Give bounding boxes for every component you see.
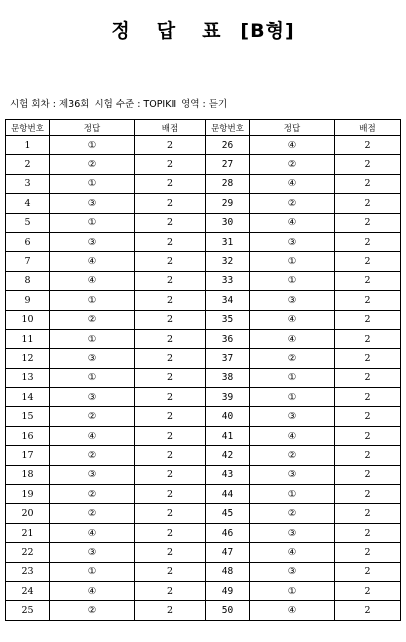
title-char: 답 [156,20,177,42]
score-cell: 2 [335,601,401,620]
answer-mark-cell: ② [250,504,335,523]
score-cell: 2 [135,232,206,251]
answer-mark-cell: ③ [250,407,335,426]
question-number-cell: 11 [6,329,50,348]
question-number-cell: 44 [206,485,250,504]
answer-mark-cell: ④ [250,174,335,193]
answer-mark-cell: ② [50,155,135,174]
answer-mark-cell: ③ [50,388,135,407]
table-row [6,271,401,290]
answer-mark-cell: ② [250,155,335,174]
table-row [6,329,401,348]
answer-mark-cell: ② [50,601,135,620]
answer-mark-cell: ② [50,446,135,465]
table-row [6,136,401,155]
table-row [6,485,401,504]
score-cell: 2 [335,407,401,426]
exam-info [10,96,229,110]
question-number-cell: 30 [206,213,250,232]
score-cell: 2 [335,155,401,174]
score-cell: 2 [335,194,401,213]
column-header: 정답 [50,120,135,136]
question-number-cell: 5 [6,213,50,232]
table-row [6,504,401,523]
question-number-cell: 3 [6,174,50,193]
title-char: 정 [111,20,131,42]
answer-mark-cell: ③ [50,349,135,368]
score-cell: 2 [135,446,206,465]
question-number-cell: 12 [6,349,50,368]
score-cell: 2 [135,310,206,329]
table-row [6,368,401,387]
score-cell: 2 [135,388,206,407]
question-number-cell: 43 [206,465,250,484]
column-header: 문항번호 [6,120,50,136]
score-cell: 2 [135,601,206,620]
score-cell: 2 [135,485,206,504]
answer-mark-cell: ④ [50,426,135,445]
column-header: 정답 [250,120,335,136]
question-number-cell: 28 [206,174,250,193]
question-number-cell: 33 [206,271,250,290]
question-number-cell: 1 [6,136,50,155]
column-header: 배점 [135,120,206,136]
score-cell: 2 [335,543,401,562]
score-cell: 2 [135,329,206,348]
question-number-cell: 45 [206,504,250,523]
table-row [6,388,401,407]
question-number-cell: 13 [6,368,50,387]
score-cell: 2 [335,174,401,193]
score-cell: 2 [135,155,206,174]
question-number-cell: 10 [6,310,50,329]
question-number-cell: 49 [206,581,250,600]
question-number-cell: 16 [6,426,50,445]
question-number-cell: 41 [206,426,250,445]
table-row [6,349,401,368]
answer-mark-cell: ② [50,407,135,426]
score-cell: 2 [135,194,206,213]
question-number-cell: 35 [206,310,250,329]
question-number-cell: 7 [6,252,50,271]
answer-mark-cell: ① [250,368,335,387]
question-number-cell: 4 [6,194,50,213]
question-number-cell: 20 [6,504,50,523]
table-row [6,310,401,329]
question-number-cell: 9 [6,291,50,310]
answer-mark-cell: ① [250,485,335,504]
answer-mark-cell: ④ [250,426,335,445]
score-cell: 2 [135,562,206,581]
question-number-cell: 39 [206,388,250,407]
answer-mark-cell: ① [50,562,135,581]
table-row [6,426,401,445]
answer-mark-cell: ① [50,368,135,387]
score-cell: 2 [335,271,401,290]
table-row [6,465,401,484]
answer-mark-cell: ① [50,329,135,348]
question-number-cell: 26 [206,136,250,155]
answer-table [5,119,401,621]
answer-mark-cell: ① [250,388,335,407]
answer-mark-cell: ④ [50,252,135,271]
answer-mark-cell: ③ [250,523,335,542]
question-number-cell: 29 [206,194,250,213]
answer-mark-cell: ① [50,174,135,193]
question-number-cell: 42 [206,446,250,465]
answer-mark-cell: ③ [50,465,135,484]
score-cell: 2 [335,368,401,387]
question-number-cell: 17 [6,446,50,465]
answer-mark-cell: ① [50,291,135,310]
score-cell: 2 [135,465,206,484]
score-cell: 2 [135,581,206,600]
column-header: 배점 [335,120,401,136]
score-cell: 2 [335,213,401,232]
score-cell: 2 [135,523,206,542]
question-number-cell: 40 [206,407,250,426]
question-number-cell: 36 [206,329,250,348]
table-row [6,252,401,271]
answer-mark-cell: ④ [250,310,335,329]
answer-mark-cell: ② [250,194,335,213]
answer-mark-cell: ③ [250,465,335,484]
score-cell: 2 [135,213,206,232]
answer-mark-cell: ④ [250,601,335,620]
question-number-cell: 47 [206,543,250,562]
answer-mark-cell: ④ [50,581,135,600]
question-number-cell: 34 [206,291,250,310]
answer-mark-cell: ① [250,581,335,600]
score-cell: 2 [135,136,206,155]
question-number-cell: 32 [206,252,250,271]
answer-mark-cell: ② [250,349,335,368]
answer-mark-cell: ③ [50,194,135,213]
question-number-cell: 27 [206,155,250,174]
title-char: [B형] [240,20,295,42]
answer-mark-cell: ④ [250,136,335,155]
score-cell: 2 [135,407,206,426]
question-number-cell: 25 [6,601,50,620]
score-cell: 2 [135,174,206,193]
question-number-cell: 19 [6,485,50,504]
question-number-cell: 46 [206,523,250,542]
score-cell: 2 [135,291,206,310]
question-number-cell: 15 [6,407,50,426]
answer-mark-cell: ④ [250,329,335,348]
score-cell: 2 [335,504,401,523]
answer-mark-cell: ④ [250,543,335,562]
exam-area: 영역 : 듣기 [181,99,228,110]
question-number-cell: 14 [6,388,50,407]
column-header: 문항번호 [206,120,250,136]
score-cell: 2 [335,426,401,445]
table-row [6,194,401,213]
page-title [0,16,406,43]
score-cell: 2 [335,562,401,581]
score-cell: 2 [335,136,401,155]
score-cell: 2 [335,252,401,271]
table-row [6,232,401,251]
score-cell: 2 [335,446,401,465]
title-char: 표 [202,20,222,42]
table-header-row [6,120,401,136]
table-row [6,601,401,620]
question-number-cell: 8 [6,271,50,290]
answer-mark-cell: ③ [250,562,335,581]
answer-mark-cell: ③ [250,232,335,251]
question-number-cell: 18 [6,465,50,484]
table-row [6,543,401,562]
question-number-cell: 21 [6,523,50,542]
score-cell: 2 [135,543,206,562]
table-row [6,407,401,426]
score-cell: 2 [335,485,401,504]
score-cell: 2 [135,271,206,290]
score-cell: 2 [135,504,206,523]
answer-mark-cell: ③ [50,232,135,251]
table-row [6,446,401,465]
exam-session: 시험 회차 : 제36회 [10,99,90,110]
question-number-cell: 50 [206,601,250,620]
answer-mark-cell: ① [250,271,335,290]
table-row [6,562,401,581]
score-cell: 2 [335,329,401,348]
score-cell: 2 [335,388,401,407]
score-cell: 2 [135,368,206,387]
answer-mark-cell: ① [50,213,135,232]
answer-mark-cell: ④ [50,523,135,542]
question-number-cell: 23 [6,562,50,581]
answer-mark-cell: ② [50,504,135,523]
table-row [6,174,401,193]
question-number-cell: 37 [206,349,250,368]
table-row [6,291,401,310]
score-cell: 2 [335,581,401,600]
question-number-cell: 22 [6,543,50,562]
question-number-cell: 48 [206,562,250,581]
answer-mark-cell: ② [50,485,135,504]
answer-mark-cell: ① [50,136,135,155]
table-row [6,523,401,542]
answer-mark-cell: ② [250,446,335,465]
score-cell: 2 [335,232,401,251]
score-cell: 2 [135,252,206,271]
question-number-cell: 38 [206,368,250,387]
answer-mark-cell: ④ [50,271,135,290]
score-cell: 2 [135,426,206,445]
question-number-cell: 24 [6,581,50,600]
score-cell: 2 [335,465,401,484]
answer-mark-cell: ③ [250,291,335,310]
table-row [6,213,401,232]
score-cell: 2 [135,349,206,368]
answer-mark-cell: ② [50,310,135,329]
score-cell: 2 [335,349,401,368]
question-number-cell: 6 [6,232,50,251]
score-cell: 2 [335,523,401,542]
score-cell: 2 [335,291,401,310]
table-row [6,581,401,600]
answer-mark-cell: ③ [50,543,135,562]
question-number-cell: 31 [206,232,250,251]
question-number-cell: 2 [6,155,50,174]
score-cell: 2 [335,310,401,329]
table-row [6,155,401,174]
answer-mark-cell: ④ [250,213,335,232]
answer-mark-cell: ① [250,252,335,271]
exam-level: 시험 수준 : TOPIKⅡ [94,99,177,110]
